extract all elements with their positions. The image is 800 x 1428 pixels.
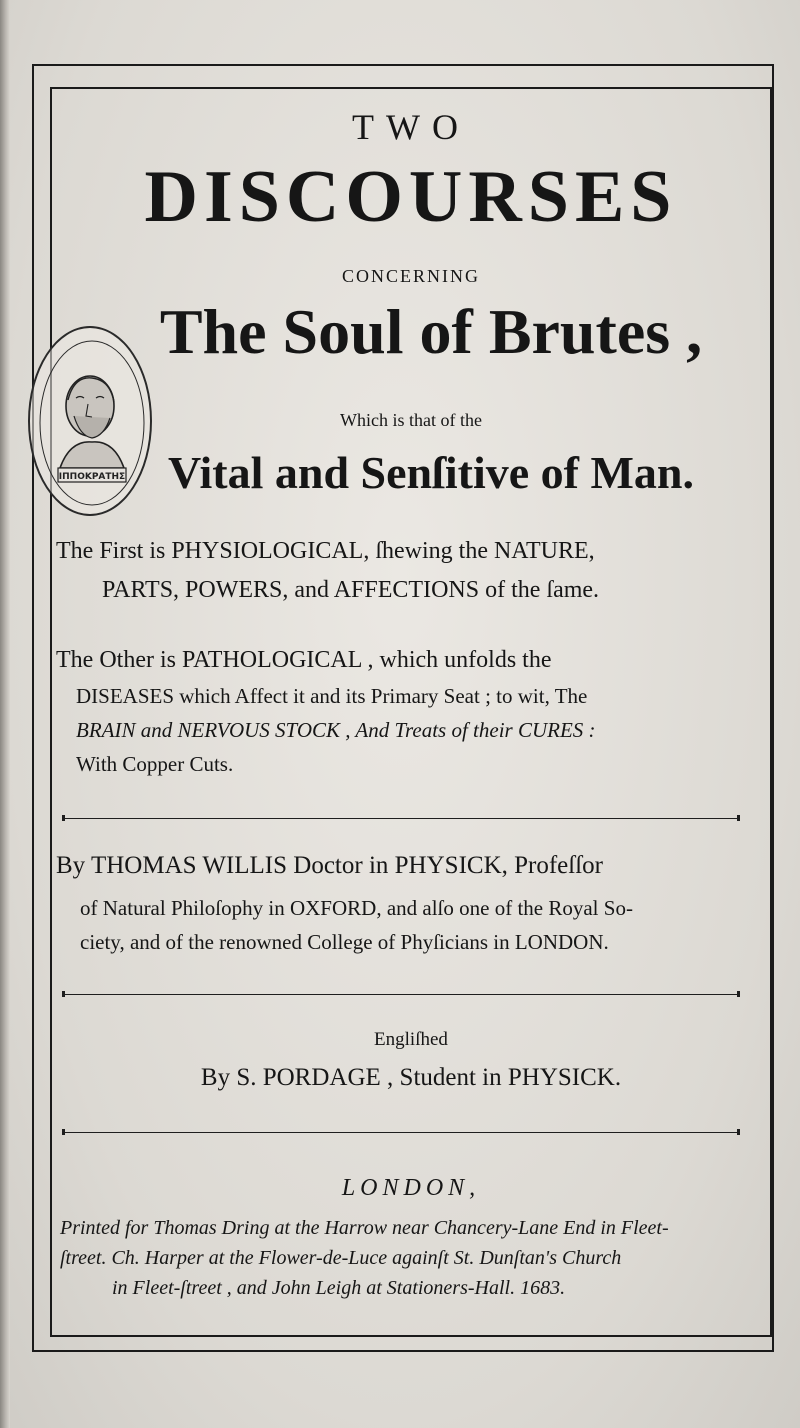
imprint-city: LONDON, <box>341 1175 481 1201</box>
divider-3 <box>62 1132 740 1133</box>
other-line-2: DISEASES which Affect it and its Primary Seat ; to wit, The <box>76 684 588 708</box>
title-two: TWO <box>352 107 470 147</box>
translator-line: By S. PORDAGE , Student in PHYSICK. <box>200 1064 622 1091</box>
author-line-1: By THOMAS WILLIS Doctor in PHYSICK, Profeſſor <box>56 852 603 879</box>
title-vital-sensitive: Vital and Senſitive of Man. <box>167 447 695 498</box>
author-line-2: of Natural Philoſophy in OXFORD, and alſo one of the Royal So- <box>80 896 633 920</box>
title-soul-of-brutes: The Soul of Brutes , <box>159 296 703 367</box>
divider-2 <box>62 994 740 995</box>
imprint-line-1: Printed for Thomas Dring at the Harrow near Chancery-Lane End in Fleet- <box>60 1217 669 1239</box>
imprint-line-3: in Fleet-ſtreet , and John Leigh at Stationers-Hall. 1683. <box>112 1277 566 1299</box>
imprint-line-2: ſtreet. Ch. Harper at the Flower-de-Luce againſt St. Dunſtan's Church <box>60 1247 622 1269</box>
title-which-is: Which is that of the <box>340 410 482 430</box>
divider-1 <box>62 818 740 819</box>
other-line-4: With Copper Cuts. <box>76 752 234 776</box>
hippocrates-bust-icon <box>30 328 154 518</box>
stamp-banner-text: ΙΠΠΟΚΡΑΤΗΣ <box>58 472 126 482</box>
other-line-3: BRAIN and NERVOUS STOCK , And Treats of their CURES : <box>76 718 596 742</box>
author-line-3: ciety, and of the renowned College of Phyſicians in LONDON. <box>80 930 609 954</box>
library-stamp <box>28 326 152 516</box>
title-discourses: DISCOURSES <box>144 156 678 238</box>
englished-label: Engliſhed <box>374 1029 448 1050</box>
first-line-1: The First is PHYSIOLOGICAL, ſhewing the NATURE, <box>56 538 595 564</box>
first-line-2: PARTS, POWERS, and AFFECTIONS of the ſame. <box>102 577 600 603</box>
title-concerning: CONCERNING <box>341 266 480 286</box>
page-gutter <box>0 0 10 1428</box>
other-line-1: The Other is PATHOLOGICAL , which unfolds the <box>56 647 552 673</box>
